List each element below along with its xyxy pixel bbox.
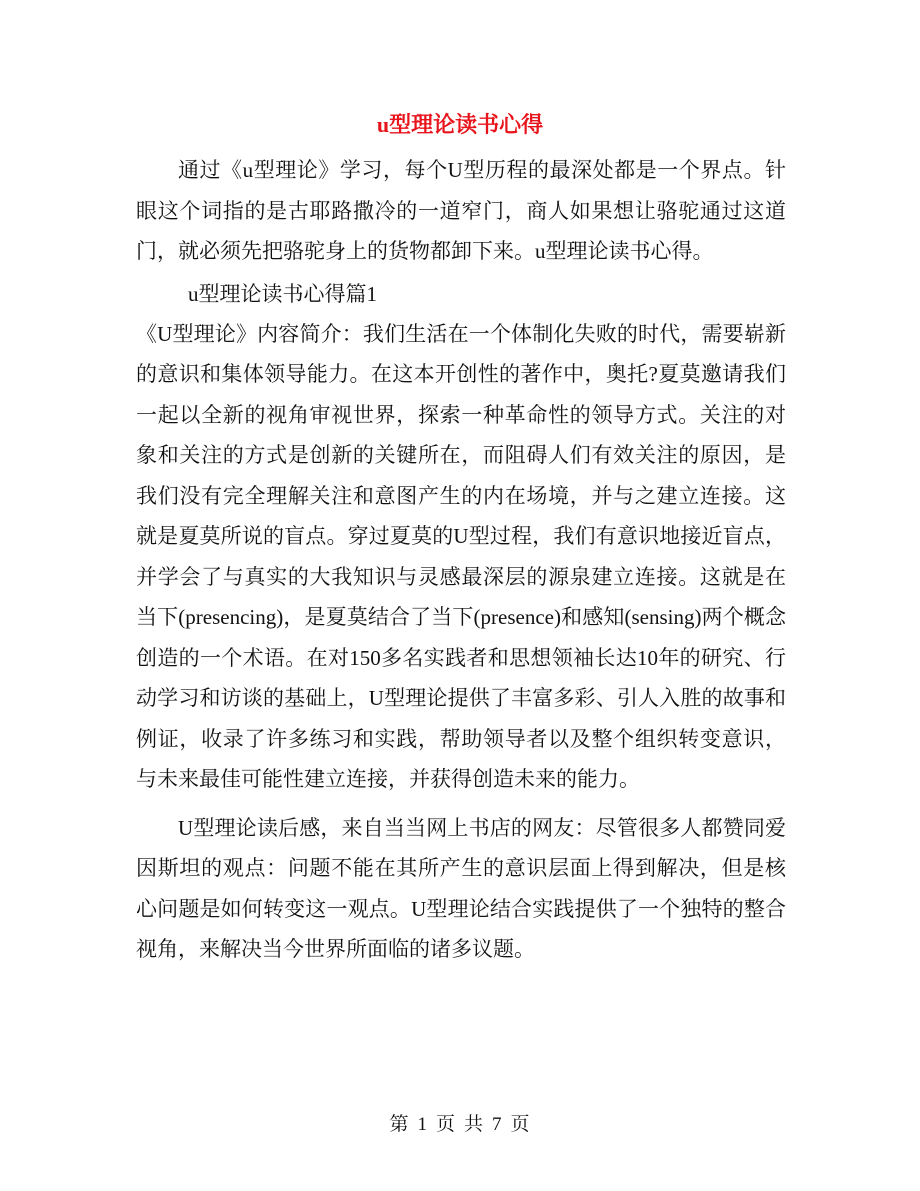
document-title: u型理论读书心得 <box>376 112 544 137</box>
footer-page-number: 1 <box>417 1114 428 1135</box>
document-body <box>136 150 786 970</box>
reader-review-paragraph: U型理论读后感，来自当当网上书店的网友：尽管很多人都赞同爱因斯坦的观点：问题不能在其所产生的意识层面上得到解决，但是核心问题是如何转变这一观点。U型理论结合实践提供了一个独特的整合视角，来解决当今世界所面临的诸多议题。 <box>136 815 786 961</box>
footer-prefix: 第 <box>389 1114 410 1135</box>
page-footer <box>0 1111 920 1139</box>
intro-paragraph: 通过《u型理论》学习，每个U型历程的最深处都是一个界点。针眼这个词指的是古耶路撒冷的一道窄门，商人如果想让骆驼通过这道门，就必须先把骆驼身上的货物都卸下来。u型理论读书心得。 <box>136 158 786 263</box>
footer-total-label: 共 <box>464 1114 485 1135</box>
section-heading: u型理论读书心得篇1 <box>188 281 377 306</box>
footer-page-label: 页 <box>435 1114 456 1135</box>
footer-total-pages: 7 <box>492 1114 503 1135</box>
footer-suffix: 页 <box>510 1114 531 1135</box>
book-summary-paragraph: 《U型理论》内容简介：我们生活在一个体制化失败的时代，需要崭新的意识和集体领导能力。在这本开创性的著作中，奥托?夏莫邀请我们一起以全新的视角审视世界，探索一种革命性的领导方式。关注的对象和关注的方式是创新的关键所在，而阻碍人们有效关注的原因，是我们没有完全理解关注和意图产生的内在场境，并与之建立连接。这就是夏莫所说的盲点。穿过夏莫的U型过程，我们有意识地接近盲点，并学会了与真实的大我知识与灵感最深层的源泉建立连接。这就是在当下(presencing)，是夏莫结合了当下(presence)和感知(sensing)两个概念创造的一个术语。在对150多名实践者和思想领袖长达10年的研究、行动学习和访谈的基础上，U型理论提供了丰富多彩、引人入胜的故事和例证，收录了许多练习和实践，帮助领导者以及整个组织转变意识，与未来最佳可能性建立连接，并获得创造未来的能力。 <box>136 321 786 791</box>
